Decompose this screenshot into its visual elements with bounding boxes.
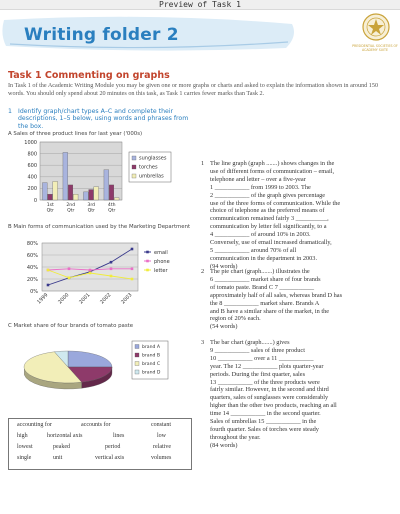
y-tick-label: 80% <box>26 240 38 247</box>
point-email <box>47 284 50 287</box>
description-line: use of different forms of communication – email, <box>210 167 335 175</box>
point-email <box>110 261 113 264</box>
description-line: and B have a similar share of the market, in the <box>210 307 330 315</box>
legend-marker <box>146 251 149 254</box>
y-tick-label: 0 <box>33 197 37 204</box>
instruction-number: 1 <box>8 108 12 115</box>
bar-torches <box>89 190 94 200</box>
x-tick-label: Qtr <box>108 208 116 214</box>
society-seal-logo <box>361 12 391 42</box>
description-line: higher than the other two products, reaching an all <box>210 402 337 410</box>
description-line: telephone and letter – over a five-year <box>210 175 306 183</box>
legend-label: torches <box>139 164 158 171</box>
description-line: The bar chart (graph.......) gives <box>210 339 290 346</box>
bar-sunglasses <box>42 183 47 200</box>
word-box-item: vertical axis <box>95 455 125 461</box>
description-line: The line graph (graph .......) shows changes in the <box>210 160 335 167</box>
legend-marker <box>146 260 149 263</box>
description-line: of tomato paste. Brand C 7 ___________ <box>210 283 315 291</box>
description-2 <box>210 268 398 331</box>
x-tick-label: Qtr <box>46 208 54 214</box>
word-box-item: volumes <box>151 455 172 461</box>
bar-sunglasses <box>83 192 88 200</box>
description-line: time 14 ___________ in the second quarter. <box>210 410 321 418</box>
word-box-item: lowest <box>17 444 33 450</box>
point-letter <box>47 269 50 272</box>
x-tick-label: Qtr <box>67 208 75 214</box>
bar-chart-a <box>8 138 193 226</box>
description-line: 9 ___________ sales of three product <box>210 346 305 354</box>
x-tick-label: 2000 <box>57 292 71 306</box>
description-3 <box>210 339 398 450</box>
point-email <box>131 248 134 251</box>
legend-label: brand D <box>142 370 161 376</box>
y-tick-label: 800 <box>27 151 37 158</box>
x-tick-label: 2nd <box>66 203 76 208</box>
description-line: fourth quarter. Sales of torches were steady <box>210 425 319 433</box>
y-tick-label: 40% <box>26 264 38 271</box>
bar-umbrellas <box>94 187 99 200</box>
description-line: the 8 ___________ market share. Brands A <box>210 299 320 307</box>
word-box-item: unit <box>53 455 63 461</box>
y-tick-label: 400 <box>27 174 37 181</box>
x-tick-label: Qtr <box>87 208 95 214</box>
task-heading: Task 1 Commenting on graphs <box>8 70 170 81</box>
description-line: 4 ___________ of around 10% in 2003. <box>210 231 311 239</box>
point-letter <box>89 272 92 275</box>
legend-label: umbrellas <box>139 173 164 180</box>
x-tick-label: 3rd <box>87 203 96 208</box>
word-box-item: accounting for <box>17 422 52 428</box>
description-line: 13 ___________ of the three products were <box>210 378 320 386</box>
description-line: approximately half of all sales, whereas brand D has <box>210 291 343 299</box>
title-banner <box>0 14 300 52</box>
bar-umbrellas <box>114 198 119 200</box>
point-phone <box>131 268 134 271</box>
description-1-number: 1 <box>201 160 205 167</box>
y-tick-label: 60% <box>26 252 38 259</box>
legend-label: sunglasses <box>139 155 167 162</box>
description-line: use of the three forms of communication. While the <box>210 199 341 207</box>
description-line: communication in the department in 2003. <box>210 254 318 262</box>
chart-b-caption: B Main forms of communication used by the Marketing Department <box>8 224 191 230</box>
pie-chart-c <box>8 329 193 415</box>
bar-sunglasses <box>104 170 109 200</box>
logo-caption-line-1: PRESIDENTIAL SOCIETIES OF <box>352 44 398 48</box>
description-line: 10 ___________ over a 11 ___________ <box>210 354 314 362</box>
chart-a-caption: A Sales of three product lines for last year ('000s) <box>8 131 143 137</box>
description-line: (84 words) <box>210 441 238 449</box>
description-line: (94 words) <box>210 262 238 270</box>
word-box-item: high <box>17 433 28 439</box>
legend-swatch <box>132 156 136 160</box>
point-letter <box>131 278 134 281</box>
point-phone <box>110 268 113 271</box>
point-letter <box>110 275 113 278</box>
legend-label: brand C <box>142 362 161 367</box>
legend-swatch <box>135 345 139 349</box>
x-tick-label: 1999 <box>36 292 50 306</box>
description-line: periods. During the first quarter, sales <box>210 370 306 378</box>
description-line: communication remained fairly 3 __________, <box>210 215 329 223</box>
bar-umbrellas <box>53 181 58 200</box>
legend-swatch <box>132 165 136 169</box>
x-tick-label: 2001 <box>78 292 92 306</box>
description-1 <box>210 160 398 271</box>
point-phone <box>68 268 71 271</box>
word-box <box>8 418 192 470</box>
description-line: 1 ___________ from 1999 to 2003. The <box>210 183 311 191</box>
line-chart-b <box>8 238 193 322</box>
description-line: Sales of umbrellas 15 ___________ in the <box>210 418 317 426</box>
description-line: communication by letter fell significantly, to a <box>210 223 327 231</box>
word-box-item: constant <box>151 422 171 428</box>
description-line: 2 ___________ of the graph gives percentage <box>210 191 326 199</box>
legend-label: email <box>154 249 168 256</box>
legend-swatch <box>135 353 139 357</box>
legend-swatch <box>135 362 139 366</box>
description-line: quarters, sales of sunglasses were considerably <box>210 394 329 402</box>
legend-label: brand A <box>142 345 161 350</box>
word-box-item: single <box>17 455 32 461</box>
description-line: The pie chart (graph.......) illustrates the <box>210 268 310 275</box>
bar-torches <box>109 185 114 200</box>
x-tick-label: 4th <box>107 203 116 208</box>
description-2-number: 2 <box>201 268 205 275</box>
legend-label: brand B <box>142 353 161 359</box>
word-box-item: period <box>105 444 121 450</box>
y-tick-label: 200 <box>27 186 37 193</box>
x-tick-label: 1st <box>46 203 54 208</box>
legend-swatch <box>132 174 136 178</box>
logo-caption-line-2: ACADEMY SUITE <box>362 48 388 52</box>
description-line: (54 words) <box>210 323 238 331</box>
description-line: 6 ___________ market share of four brands <box>210 275 321 283</box>
legend-label: phone <box>154 258 170 265</box>
y-tick-label: 1000 <box>24 139 37 146</box>
word-box-item: low <box>157 433 166 439</box>
bar-torches <box>68 185 73 200</box>
description-3-number: 3 <box>201 339 205 346</box>
description-line: fairly similar. However, in the second and third <box>210 386 329 394</box>
x-tick-label: 2002 <box>99 292 113 306</box>
point-phone <box>89 269 92 272</box>
description-line: Conversely, use of email increased dramatically, <box>210 239 332 247</box>
description-line: region of 20% each. <box>210 315 261 323</box>
instruction-text: Identify graph/chart types A–C and complete their descriptions, 1–5 below, using words and phrases from the box. <box>18 108 189 130</box>
x-tick-label: 2003 <box>120 292 134 306</box>
word-box-item: relative <box>153 444 171 450</box>
page-title: Writing folder 2 <box>24 25 179 45</box>
pie-slice-brand-A <box>68 351 112 367</box>
description-line: choice of telephone as the preferred means of <box>210 207 325 215</box>
legend-swatch <box>135 370 139 374</box>
word-box-item: peaked <box>53 444 70 450</box>
word-box-item: accounts for <box>81 422 111 428</box>
preview-label: Preview of Task 1 <box>159 0 241 9</box>
legend-marker <box>146 269 149 272</box>
chart-c-caption: C Market share of four brands of tomato paste <box>8 323 134 329</box>
legend-label: letter <box>154 267 168 274</box>
word-box-item: horizontal axis <box>47 433 83 439</box>
bar-torches <box>48 194 53 200</box>
word-box-item: lines <box>113 433 125 439</box>
y-tick-label: 600 <box>27 163 37 169</box>
bar-umbrellas <box>73 194 78 200</box>
description-line: throughout the year. <box>210 433 261 441</box>
description-line: 5 ___________ around 70% of all <box>210 246 297 254</box>
bar-sunglasses <box>63 152 68 200</box>
logo-caption <box>350 44 400 52</box>
y-tick-label: 20% <box>26 276 38 283</box>
task-intro: In Task 1 of the Academic Writing Module you may be given one or more graphs or charts and asked to explain the information shown in around 150 words. You should only spend about 20 minutes on this task, as Task 1 carries fewer marks than Task 2. <box>8 82 379 97</box>
point-letter <box>68 277 71 280</box>
description-line: year. The 12 ___________ plots quarter-year <box>210 362 324 370</box>
y-tick-label: 0% <box>30 288 38 295</box>
